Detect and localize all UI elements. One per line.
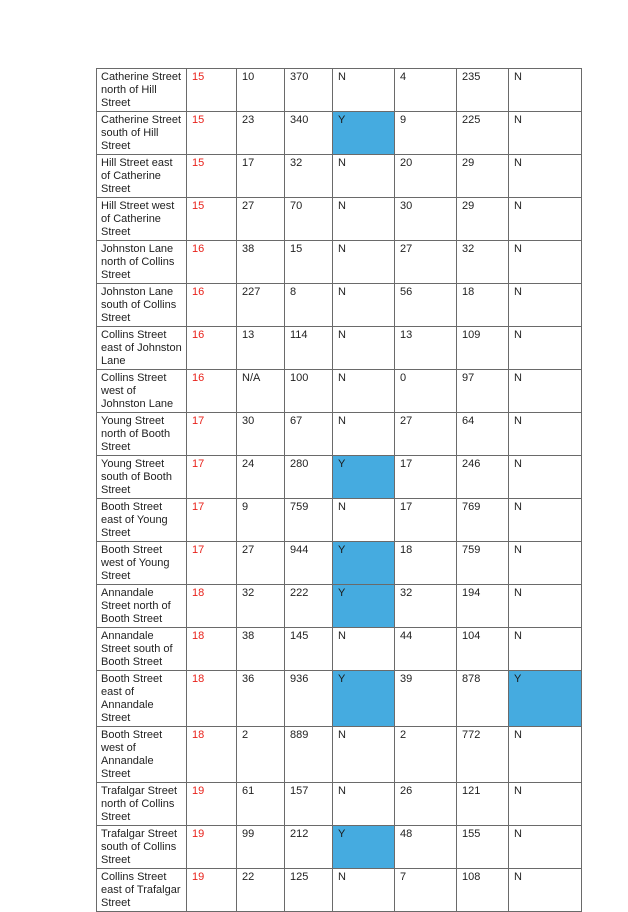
- location-cell: Hill Street east of Catherine Street: [97, 155, 187, 198]
- flag-cell: N: [509, 628, 582, 671]
- flag-cell: N: [333, 869, 395, 912]
- value-cell: 340: [285, 112, 333, 155]
- table-row: [97, 327, 582, 370]
- location-cell: Hill Street west of Catherine Street: [97, 198, 187, 241]
- table-row: [97, 413, 582, 456]
- value-cell: N/A: [237, 370, 285, 413]
- value-cell: 889: [285, 727, 333, 783]
- table-body: [97, 69, 582, 912]
- table-row: [97, 69, 582, 112]
- flag-cell: N: [509, 198, 582, 241]
- value-cell: 30: [237, 413, 285, 456]
- value-cell: 370: [285, 69, 333, 112]
- id-cell: 17: [187, 542, 237, 585]
- table-row: [97, 112, 582, 155]
- flag-cell: Y: [333, 671, 395, 727]
- value-cell: 61: [237, 783, 285, 826]
- value-cell: 8: [285, 284, 333, 327]
- flag-cell: N: [509, 585, 582, 628]
- value-cell: 56: [395, 284, 457, 327]
- value-cell: 9: [395, 112, 457, 155]
- flag-cell: N: [333, 284, 395, 327]
- value-cell: 30: [395, 198, 457, 241]
- flag-cell: N: [509, 727, 582, 783]
- flag-cell: N: [333, 370, 395, 413]
- value-cell: 27: [237, 542, 285, 585]
- table-row: [97, 284, 582, 327]
- value-cell: 32: [395, 585, 457, 628]
- value-cell: 936: [285, 671, 333, 727]
- flag-cell: N: [333, 499, 395, 542]
- value-cell: 759: [285, 499, 333, 542]
- flag-cell: N: [509, 155, 582, 198]
- table-row: [97, 198, 582, 241]
- value-cell: 235: [457, 69, 509, 112]
- table-row: [97, 155, 582, 198]
- value-cell: 4: [395, 69, 457, 112]
- flag-cell: N: [333, 727, 395, 783]
- value-cell: 2: [395, 727, 457, 783]
- table-row: [97, 499, 582, 542]
- table-row: [97, 628, 582, 671]
- location-cell: Collins Street east of Trafalgar Street: [97, 869, 187, 912]
- value-cell: 27: [237, 198, 285, 241]
- value-cell: 2: [237, 727, 285, 783]
- value-cell: 13: [237, 327, 285, 370]
- table-row: [97, 241, 582, 284]
- value-cell: 67: [285, 413, 333, 456]
- flag-cell: N: [333, 69, 395, 112]
- value-cell: 99: [237, 826, 285, 869]
- location-cell: Collins Street east of Johnston Lane: [97, 327, 187, 370]
- id-cell: 18: [187, 628, 237, 671]
- value-cell: 24: [237, 456, 285, 499]
- id-cell: 16: [187, 284, 237, 327]
- id-cell: 19: [187, 783, 237, 826]
- id-cell: 19: [187, 869, 237, 912]
- id-cell: 16: [187, 241, 237, 284]
- table-row: [97, 370, 582, 413]
- location-cell: Booth Street east of Annandale Street: [97, 671, 187, 727]
- value-cell: 7: [395, 869, 457, 912]
- value-cell: 27: [395, 413, 457, 456]
- traffic-data-table: [96, 68, 582, 912]
- table-row: [97, 585, 582, 628]
- value-cell: 17: [237, 155, 285, 198]
- id-cell: 17: [187, 499, 237, 542]
- value-cell: 155: [457, 826, 509, 869]
- id-cell: 18: [187, 671, 237, 727]
- value-cell: 145: [285, 628, 333, 671]
- location-cell: Booth Street west of Young Street: [97, 542, 187, 585]
- value-cell: 246: [457, 456, 509, 499]
- id-cell: 16: [187, 370, 237, 413]
- flag-cell: N: [509, 869, 582, 912]
- flag-cell: N: [333, 783, 395, 826]
- location-cell: Catherine Street north of Hill Street: [97, 69, 187, 112]
- value-cell: 222: [285, 585, 333, 628]
- flag-cell: N: [509, 69, 582, 112]
- flag-cell: N: [509, 456, 582, 499]
- flag-cell: N: [509, 284, 582, 327]
- value-cell: 64: [457, 413, 509, 456]
- flag-cell: N: [509, 327, 582, 370]
- value-cell: 108: [457, 869, 509, 912]
- value-cell: 36: [237, 671, 285, 727]
- value-cell: 38: [237, 241, 285, 284]
- location-cell: Annandale Street north of Booth Street: [97, 585, 187, 628]
- table-row: [97, 783, 582, 826]
- location-cell: Booth Street east of Young Street: [97, 499, 187, 542]
- id-cell: 17: [187, 413, 237, 456]
- value-cell: 32: [237, 585, 285, 628]
- id-cell: 18: [187, 585, 237, 628]
- location-cell: Trafalgar Street south of Collins Street: [97, 826, 187, 869]
- value-cell: 109: [457, 327, 509, 370]
- flag-cell: N: [509, 783, 582, 826]
- flag-cell: N: [509, 112, 582, 155]
- location-cell: Trafalgar Street north of Collins Street: [97, 783, 187, 826]
- flag-cell: N: [509, 370, 582, 413]
- location-cell: Booth Street west of Annandale Street: [97, 727, 187, 783]
- value-cell: 878: [457, 671, 509, 727]
- value-cell: 225: [457, 112, 509, 155]
- id-cell: 15: [187, 155, 237, 198]
- id-cell: 15: [187, 198, 237, 241]
- flag-cell: N: [333, 241, 395, 284]
- value-cell: 772: [457, 727, 509, 783]
- value-cell: 104: [457, 628, 509, 671]
- table-row: [97, 869, 582, 912]
- value-cell: 212: [285, 826, 333, 869]
- value-cell: 32: [457, 241, 509, 284]
- flag-cell: N: [509, 413, 582, 456]
- value-cell: 27: [395, 241, 457, 284]
- value-cell: 17: [395, 456, 457, 499]
- flag-cell: N: [509, 241, 582, 284]
- flag-cell: Y: [333, 542, 395, 585]
- value-cell: 38: [237, 628, 285, 671]
- value-cell: 18: [395, 542, 457, 585]
- flag-cell: N: [509, 499, 582, 542]
- value-cell: 0: [395, 370, 457, 413]
- id-cell: 15: [187, 112, 237, 155]
- value-cell: 18: [457, 284, 509, 327]
- value-cell: 769: [457, 499, 509, 542]
- table-row: [97, 542, 582, 585]
- value-cell: 194: [457, 585, 509, 628]
- value-cell: 114: [285, 327, 333, 370]
- value-cell: 100: [285, 370, 333, 413]
- value-cell: 70: [285, 198, 333, 241]
- flag-cell: N: [333, 198, 395, 241]
- flag-cell: Y: [333, 112, 395, 155]
- flag-cell: Y: [333, 585, 395, 628]
- value-cell: 125: [285, 869, 333, 912]
- value-cell: 944: [285, 542, 333, 585]
- location-cell: Johnston Lane south of Collins Street: [97, 284, 187, 327]
- value-cell: 29: [457, 155, 509, 198]
- value-cell: 9: [237, 499, 285, 542]
- flag-cell: N: [509, 826, 582, 869]
- value-cell: 759: [457, 542, 509, 585]
- value-cell: 227: [237, 284, 285, 327]
- location-cell: Catherine Street south of Hill Street: [97, 112, 187, 155]
- location-cell: Johnston Lane north of Collins Street: [97, 241, 187, 284]
- table-row: [97, 671, 582, 727]
- value-cell: 26: [395, 783, 457, 826]
- value-cell: 32: [285, 155, 333, 198]
- flag-cell: Y: [333, 826, 395, 869]
- value-cell: 121: [457, 783, 509, 826]
- value-cell: 22: [237, 869, 285, 912]
- id-cell: 15: [187, 69, 237, 112]
- table-row: [97, 727, 582, 783]
- flag-cell: N: [333, 155, 395, 198]
- value-cell: 39: [395, 671, 457, 727]
- id-cell: 19: [187, 826, 237, 869]
- flag-cell: N: [509, 542, 582, 585]
- table-row: [97, 456, 582, 499]
- value-cell: 13: [395, 327, 457, 370]
- flag-cell: Y: [333, 456, 395, 499]
- flag-cell: N: [333, 628, 395, 671]
- value-cell: 17: [395, 499, 457, 542]
- value-cell: 20: [395, 155, 457, 198]
- location-cell: Annandale Street south of Booth Street: [97, 628, 187, 671]
- id-cell: 17: [187, 456, 237, 499]
- value-cell: 10: [237, 69, 285, 112]
- flag-cell: N: [333, 413, 395, 456]
- id-cell: 18: [187, 727, 237, 783]
- id-cell: 16: [187, 327, 237, 370]
- value-cell: 29: [457, 198, 509, 241]
- flag-cell: N: [333, 327, 395, 370]
- value-cell: 157: [285, 783, 333, 826]
- location-cell: Young Street south of Booth Street: [97, 456, 187, 499]
- value-cell: 15: [285, 241, 333, 284]
- value-cell: 97: [457, 370, 509, 413]
- table-row: [97, 826, 582, 869]
- location-cell: Young Street north of Booth Street: [97, 413, 187, 456]
- value-cell: 23: [237, 112, 285, 155]
- value-cell: 48: [395, 826, 457, 869]
- flag-cell: Y: [509, 671, 582, 727]
- value-cell: 44: [395, 628, 457, 671]
- value-cell: 280: [285, 456, 333, 499]
- location-cell: Collins Street west of Johnston Lane: [97, 370, 187, 413]
